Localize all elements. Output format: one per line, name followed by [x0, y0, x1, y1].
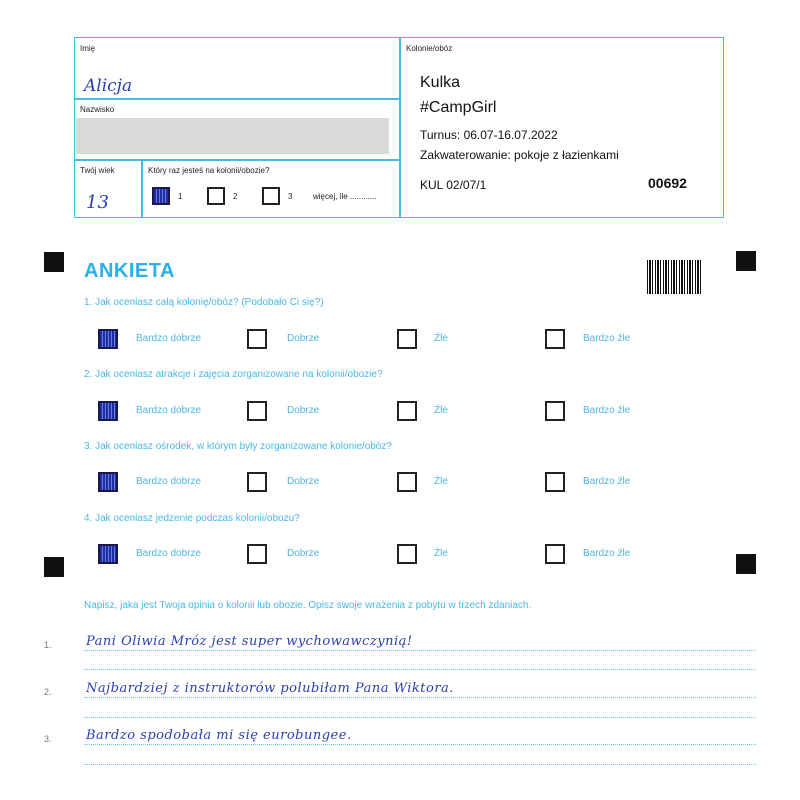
header-divider: [399, 37, 401, 218]
firstname-divider: [74, 98, 400, 100]
camp-tag: #CampGirl: [420, 99, 497, 116]
q3-option-very-bad[interactable]: [545, 472, 565, 492]
q1-option-good[interactable]: [247, 329, 267, 349]
q2-option-very-good[interactable]: [98, 401, 118, 421]
q4-option-very-good[interactable]: [98, 544, 118, 564]
times-more-label: więcej, ile ............: [313, 192, 377, 201]
opinion-line-3b: [84, 764, 756, 765]
registration-marker-top-left: [44, 252, 64, 272]
opinion-line-number-2: 2.: [44, 687, 52, 697]
question-4: 4. Jak oceniasz jedzenie podczas kolonii/obozu?: [84, 513, 300, 524]
q2-label-bad: Źle: [434, 405, 448, 416]
opinion-prompt: Napisz, jaka jest Twoja opinia o kolonii lub obozie. Opisz swoje wrażenia z pobytu w trzech zdaniach.: [84, 600, 532, 611]
q3-label-bad: Źle: [434, 476, 448, 487]
times-checkbox-1[interactable]: [152, 187, 170, 205]
age-divider: [141, 159, 143, 218]
question-3: 3. Jak oceniasz ośrodek, w którym były zorganizowane kolonie/obóz?: [84, 441, 392, 452]
first-name-label: Imię: [80, 44, 96, 53]
surname-redaction: [76, 118, 389, 154]
surname-label: Nazwisko: [80, 105, 115, 114]
opinion-line-1a: [84, 650, 756, 651]
registration-marker-top-right: [736, 251, 756, 271]
opinion-answer-2[interactable]: Najbardziej z instruktorów polubiłam Pana Wiktora.: [86, 681, 454, 696]
q3-label-very-bad: Bardzo źle: [583, 476, 631, 487]
q4-option-good[interactable]: [247, 544, 267, 564]
registration-marker-bottom-left: [44, 557, 64, 577]
q3-label-very-good: Bardzo dobrze: [136, 476, 202, 487]
q1-option-very-bad[interactable]: [545, 329, 565, 349]
q4-label-bad: Źle: [434, 548, 448, 559]
survey-title: ANKIETA: [84, 260, 175, 282]
q2-option-good[interactable]: [247, 401, 267, 421]
barcode-icon: [647, 260, 701, 294]
question-2: 2. Jak oceniasz atrakcje i zajęcia zorganizowane na kolonii/obozie?: [84, 369, 383, 380]
q4-label-very-good: Bardzo dobrze: [136, 548, 202, 559]
q2-option-bad[interactable]: [397, 401, 417, 421]
registration-marker-bottom-right: [736, 554, 756, 574]
times-option-2: 2: [233, 192, 238, 201]
opinion-answer-3[interactable]: Bardzo spodobała mi się eurobungee.: [86, 728, 352, 743]
opinion-answer-1[interactable]: Pani Oliwia Mróz jest super wychowawczynią!: [86, 634, 413, 649]
opinion-line-number-1: 1.: [44, 640, 52, 650]
q4-option-very-bad[interactable]: [545, 544, 565, 564]
times-checkbox-2[interactable]: [207, 187, 225, 205]
times-label: Który raz jesteś na kolonii/obozie?: [148, 166, 270, 175]
q4-option-bad[interactable]: [397, 544, 417, 564]
accommodation: Zakwaterowanie: pokoje z łazienkami: [420, 148, 619, 162]
opinion-line-number-3: 3.: [44, 734, 52, 744]
question-1: 1. Jak oceniasz całą kolonię/obóz? (Podobało Ci się?): [84, 297, 324, 308]
opinion-line-3a: [84, 744, 756, 745]
times-checkbox-3[interactable]: [262, 187, 280, 205]
opinion-line-2a: [84, 697, 756, 698]
age-label: Twój wiek: [80, 166, 115, 175]
q3-label-good: Dobrze: [287, 476, 320, 487]
opinion-line-2b: [84, 717, 756, 718]
camp-name: Kulka: [420, 74, 461, 91]
q1-label-good: Dobrze: [287, 333, 320, 344]
q3-option-bad[interactable]: [397, 472, 417, 492]
q2-label-very-bad: Bardzo źle: [583, 405, 631, 416]
q4-label-very-bad: Bardzo źle: [583, 548, 631, 559]
camp-code: KUL 02/07/1: [420, 178, 487, 192]
camp-label: Kolonie/obóz: [406, 44, 453, 53]
q3-option-good[interactable]: [247, 472, 267, 492]
times-option-1: 1: [178, 192, 183, 201]
q3-option-very-good[interactable]: [98, 472, 118, 492]
q2-label-very-good: Bardzo dobrze: [136, 405, 202, 416]
q1-label-very-good: Bardzo dobrze: [136, 333, 202, 344]
q1-label-bad: Źle: [434, 333, 448, 344]
q1-option-very-good[interactable]: [98, 329, 118, 349]
opinion-line-1b: [84, 669, 756, 670]
q2-option-very-bad[interactable]: [545, 401, 565, 421]
q1-label-very-bad: Bardzo źle: [583, 333, 631, 344]
q1-option-bad[interactable]: [397, 329, 417, 349]
age-value[interactable]: 13: [86, 192, 109, 213]
camp-number: 00692: [648, 175, 687, 191]
q2-label-good: Dobrze: [287, 405, 320, 416]
first-name-value[interactable]: Alicja: [84, 76, 133, 96]
turnus: Turnus: 06.07-16.07.2022: [420, 128, 558, 142]
surname-divider: [74, 159, 400, 161]
times-option-3: 3: [288, 192, 293, 201]
q4-label-good: Dobrze: [287, 548, 320, 559]
